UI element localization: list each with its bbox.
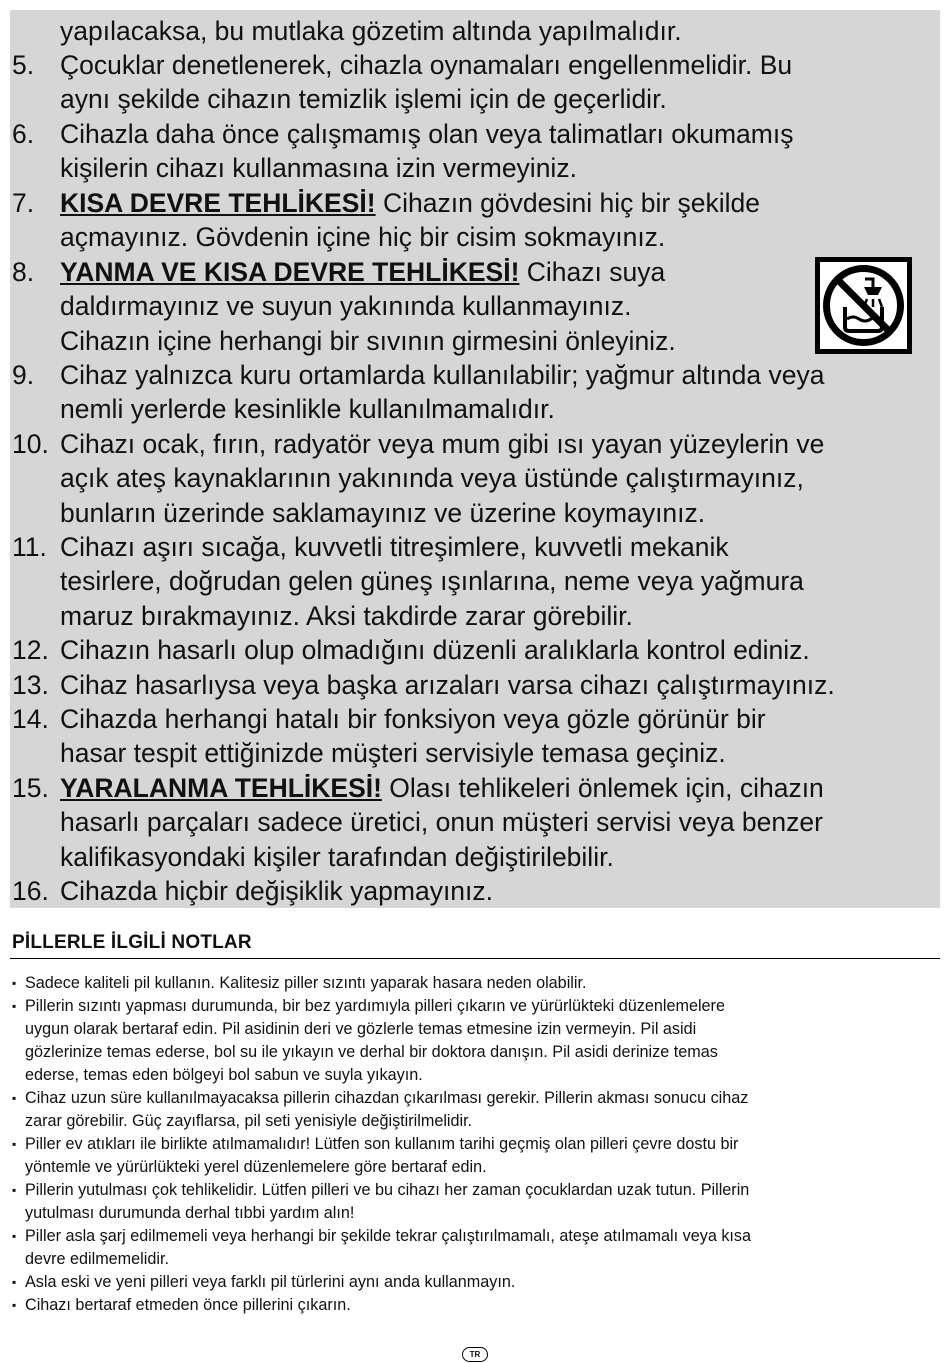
item-text: Cihazı ocak, fırın, radyatör veya mum gibi ısı yayan yüzeylerin ve açık ateş kaynaklarının yakınında veya üstünde çalıştırmayınız, bunların üzerinde saklamayınız ve üzerine koymayınız. <box>60 429 825 528</box>
hazard-warning: KISA DEVRE TEHLİKESİ! <box>60 188 376 218</box>
item-text: KISA DEVRE TEHLİKESİ! Cihazın gövdesini hiç bir şekilde açmayınız. Gövdenin içine hiç bir cisim sokmayınız. <box>60 188 761 253</box>
item-number: 12. <box>12 635 49 665</box>
item-number: 11. <box>12 532 47 562</box>
item-text: Cihaz yalnızca kuru ortamlarda kullanılabilir; yağmur altında veya nemli yerlerde kesinlikle kullanılmamalıdır. <box>60 360 825 425</box>
item-text: Cihazda herhangi hatalı bir fonksiyon veya gözle görünür bir hasar tespit ettiğinizde müşteri servisiyle temasa geçiniz. <box>60 704 766 769</box>
item-text: Cihazı aşırı sıcağa, kuvvetli titreşimlere, kuvvetli mekanik tesirlere, doğrudan gelen güneş ışınlarına, neme veya yağmura maruz bırakmayınız. Aksi takdirde zarar görebilir. <box>60 532 804 631</box>
item-number: 7. <box>12 188 35 218</box>
item-number: 9. <box>12 360 35 390</box>
item-number: 10. <box>12 429 49 459</box>
hazard-warning: YANMA VE KISA DEVRE TEHLİKESİ! <box>60 257 520 287</box>
bullet-icon: ▪ <box>12 1298 17 1312</box>
item-number: 13. <box>12 670 49 700</box>
bullet-icon: ▪ <box>12 1183 17 1197</box>
item-number: 15. <box>12 773 49 803</box>
item-text: Cihazın hasarlı olup olmadığını düzenli aralıklarla kontrol ediniz. <box>60 635 810 665</box>
item-text: Çocuklar denetlenerek, cihazla oynamaları engellenmelidir. Bu aynı şekilde cihazın temizlik işlemi için de geçerlidir. <box>60 50 793 115</box>
item-number: 14. <box>12 704 49 734</box>
continuation-text: yapılacaksa, bu mutlaka gözetim altında yapılmalıdır. <box>60 16 682 46</box>
bullet-icon: ▪ <box>12 1137 17 1151</box>
hazard-warning: YARALANMA TEHLİKESİ! <box>60 773 382 803</box>
item-text: Cihazla daha önce çalışmamış olan veya talimatları okumamış kişilerin cihazı kullanmasına izin vermeyiniz. <box>60 119 794 184</box>
language-badge: TR <box>462 1347 488 1362</box>
item-text: Cihazda hiçbir değişiklik yapmayınız. <box>60 876 494 906</box>
item-number: 8. <box>12 257 35 287</box>
item-number: 6. <box>12 119 35 149</box>
item-text: YARALANMA TEHLİKESİ! Olası tehlikeleri önlemek için, cihazın hasarlı parçaları sadece üretici, onun müşteri servisi veya benzer kalifikasyondaki kişiler tarafından değiştirilebilir. <box>60 773 824 872</box>
item-number: 5. <box>12 50 35 80</box>
section-divider <box>10 958 940 959</box>
section-title: PİLLERLE İLGİLİ NOTLAR <box>12 932 252 953</box>
item-number: 16. <box>12 876 49 906</box>
item-text: Cihaz hasarlıysa veya başka arızaları varsa cihazı çalıştırmayınız. <box>60 670 835 700</box>
bullet-icon: ▪ <box>12 999 17 1013</box>
item-text: YANMA VE KISA DEVRE TEHLİKESİ! Cihazı suya daldırmayınız ve suyun yakınında kullanmayınız. Cihazın içine herhangi bir sıvının girmesini önleyiniz. <box>60 257 676 356</box>
bullet-icon: ▪ <box>12 976 17 990</box>
bullet-icon: ▪ <box>12 1229 17 1243</box>
bullet-icon: ▪ <box>12 1091 17 1105</box>
bullet-icon: ▪ <box>12 1275 17 1289</box>
no-water-immersion-icon <box>815 257 912 354</box>
